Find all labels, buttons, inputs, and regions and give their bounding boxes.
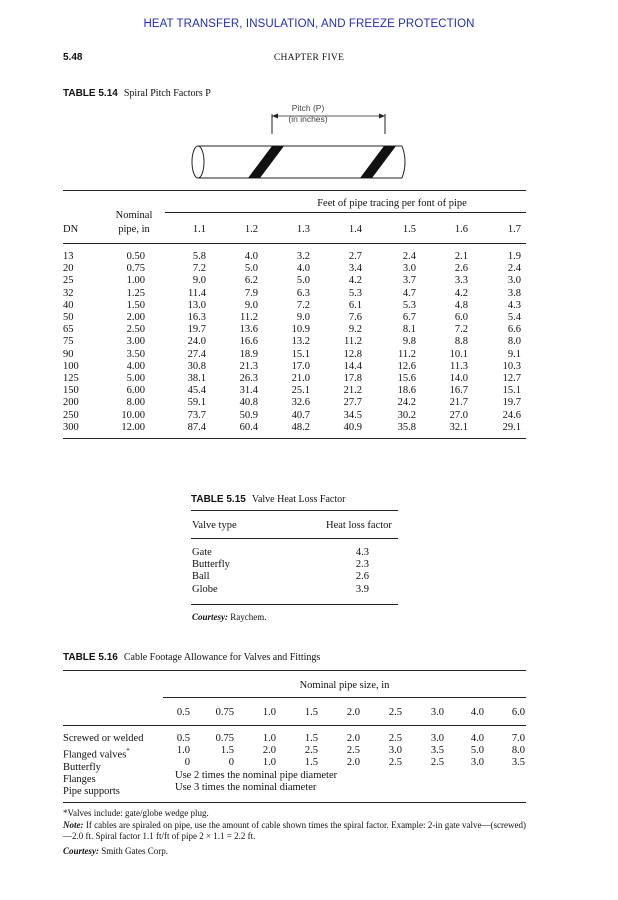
- table-cell: 1.9: [507, 251, 521, 262]
- table-cell: 5.3: [402, 299, 416, 311]
- table-cell: 3.0: [507, 275, 521, 287]
- col-nominal-line2: pipe, in: [118, 224, 150, 235]
- allowance-cell: 0: [184, 757, 190, 769]
- table-cell: 29.1: [502, 421, 521, 433]
- factor-header: 1.1: [192, 224, 206, 235]
- table-cell: 1.00: [126, 275, 145, 287]
- table-cell: 4.3: [507, 299, 521, 311]
- table-cell: 3.9: [355, 583, 369, 595]
- running-header: HEAT TRANSFER, INSULATION, AND FREEZE PROTECTION: [143, 18, 475, 30]
- table-cell: 21.2: [343, 385, 362, 397]
- table-cell: 8.00: [126, 397, 145, 409]
- table-cell: 9.0: [244, 299, 258, 311]
- row-label-screwed: Screwed or welded: [63, 733, 144, 744]
- factor-header: 1.4: [348, 224, 362, 235]
- allowance-cell: 0.5: [176, 733, 190, 744]
- table-cell: 59.1: [187, 397, 206, 409]
- factor-column: [166, 251, 206, 434]
- table-cell: 4.2: [348, 275, 362, 287]
- col-heat-loss-factor: Heat loss factor: [326, 520, 392, 531]
- table-cell: 27.0: [449, 409, 468, 421]
- col-pipe: [103, 251, 145, 434]
- allowance-cell: 2.5: [430, 757, 444, 769]
- table-cell: 3.00: [126, 336, 145, 348]
- size-header: 1.5: [304, 707, 318, 718]
- allowance-cell: 2.0: [346, 757, 360, 769]
- table-cell: 50: [63, 312, 74, 324]
- footnote-courtesy: Courtesy: Smith Gates Corp.: [63, 846, 168, 856]
- table-cell: 2.50: [126, 324, 145, 336]
- factor-column: [376, 251, 416, 434]
- table-5-15-courtesy: Courtesy: Raychem.: [192, 612, 267, 622]
- table-cell: 0.50: [126, 251, 145, 262]
- table-cell: Gate: [192, 547, 212, 558]
- table-cell: 2.6: [355, 571, 369, 583]
- table-cell: 7.6: [348, 312, 362, 324]
- table-cell: 11.4: [188, 287, 206, 299]
- table-cell: 32: [63, 287, 74, 299]
- table-cell: 21.0: [291, 373, 310, 385]
- allowance-cell: 5.0: [470, 745, 484, 757]
- table-cell: 5.0: [244, 263, 258, 275]
- col-dn-header: DN: [63, 224, 79, 235]
- table-cell: 3.4: [348, 263, 362, 275]
- table-cell: 3.0: [402, 263, 416, 275]
- table-cell: 4.8: [454, 299, 468, 311]
- size-header: 6.0: [511, 707, 525, 718]
- table-cell: 2.7: [348, 251, 362, 262]
- table-cell: Globe: [192, 583, 218, 595]
- table-cell: 1.25: [126, 287, 145, 299]
- table-cell: 4.2: [454, 287, 468, 299]
- table-cell: 21.3: [239, 360, 258, 372]
- table-cell: 13.6: [239, 324, 258, 336]
- pitch-label: Pitch (P): [291, 103, 325, 113]
- table-cell: 12.7: [502, 373, 521, 385]
- table-5-16-caption: [63, 652, 320, 663]
- table-cell: 30.2: [397, 409, 416, 421]
- table-cell: 6.7: [402, 312, 416, 324]
- table-cell: 17.8: [343, 373, 362, 385]
- table-cell: 8.0: [507, 336, 521, 348]
- table-cell: 5.3: [348, 287, 362, 299]
- col-dn: [63, 251, 87, 434]
- table-cell: 6.00: [126, 385, 145, 397]
- allowance-cell: 3.5: [430, 745, 444, 757]
- table-cell: 9.0: [296, 312, 310, 324]
- factor-header: 1.6: [454, 224, 468, 235]
- table-cell: 32.1: [449, 421, 468, 433]
- table-cell: 50.9: [239, 409, 258, 421]
- table-cell: 11.2: [398, 348, 416, 360]
- allowance-cell: 3.0: [430, 733, 444, 744]
- table-cell: 14.4: [343, 360, 362, 372]
- units-label: (in inches): [288, 114, 328, 124]
- table-cell: 3.3: [454, 275, 468, 287]
- table-cell: 13.2: [291, 336, 310, 348]
- table-cell: 2.4: [402, 251, 416, 262]
- table-cell: 40.8: [239, 397, 258, 409]
- table-cell: 125: [63, 373, 79, 385]
- allowance-cell: 0.75: [215, 733, 234, 744]
- table-cell: 3.8: [507, 287, 521, 299]
- table-title: Valve Heat Loss Factor: [251, 494, 346, 505]
- allowance-cell: 3.5: [511, 757, 525, 769]
- allowance-cell: 2.5: [388, 757, 402, 769]
- table-5-14-caption: [63, 88, 211, 99]
- table-5-15-caption: [191, 494, 345, 505]
- table-cell: 2.00: [126, 312, 145, 324]
- spiral-pipe-diagram: [180, 100, 420, 190]
- table-cell: 35.8: [397, 421, 416, 433]
- table-cell: 10.1: [449, 348, 468, 360]
- table-cell: 10.3: [502, 360, 521, 372]
- table-cell: 27.4: [187, 348, 206, 360]
- table-cell: 12.8: [343, 348, 362, 360]
- factor-header: 1.7: [507, 224, 521, 235]
- row-label-pipe-supports: Pipe supports: [63, 786, 120, 798]
- table-cell: 2.6: [454, 263, 468, 275]
- table-cell: 24.6: [502, 409, 521, 421]
- table-cell: 40.9: [343, 421, 362, 433]
- size-header: 3.0: [430, 707, 444, 718]
- size-header: 1.0: [262, 707, 276, 718]
- table-cell: 13.0: [187, 299, 206, 311]
- table-cell: Ball: [192, 571, 210, 583]
- table-cell: 6.2: [244, 275, 258, 287]
- page-number: 5.48: [63, 52, 83, 63]
- size-header: 0.75: [215, 707, 234, 718]
- table-cell: 6.6: [507, 324, 521, 336]
- table-cell: 9.8: [402, 336, 416, 348]
- table-cell: 4.7: [402, 287, 416, 299]
- chapter-title: CHAPTER FIVE: [273, 53, 345, 63]
- table-label: TABLE 5.14: [63, 88, 118, 99]
- table-cell: 12.6: [397, 360, 416, 372]
- row-label-flanged-valves: Flanged valves*: [63, 747, 130, 761]
- table-cell: 4.0: [296, 263, 310, 275]
- factor-column: [428, 251, 468, 434]
- table-cell: 34.5: [343, 409, 362, 421]
- table-cell: 1.50: [126, 299, 145, 311]
- allowance-cell: 2.5: [388, 733, 402, 744]
- tracer-stripe: [248, 146, 284, 178]
- size-header: 2.5: [388, 707, 402, 718]
- flanges-note: Use 2 times the nominal pipe diameter: [175, 770, 338, 781]
- factor-column: [218, 251, 258, 434]
- table-title: Spiral Pitch Factors P: [123, 88, 211, 99]
- table-cell: 18.9: [239, 348, 258, 360]
- table-cell: 5.8: [192, 251, 206, 262]
- table-cell: 65: [63, 324, 74, 336]
- table-cell: 32.6: [291, 397, 310, 409]
- table-cell: 6.0: [454, 312, 468, 324]
- factor-column: [481, 251, 521, 434]
- allowance-cell: 1.5: [220, 745, 234, 757]
- valve-types: [192, 547, 230, 596]
- table-cell: 0.75: [126, 263, 145, 275]
- table-cell: 87.4: [187, 421, 206, 433]
- table-cell: 13: [63, 251, 74, 262]
- table-cell: 75: [63, 336, 74, 348]
- heat-loss-factors: [353, 547, 369, 596]
- table-cell: 16.6: [239, 336, 258, 348]
- table-cell: 150: [63, 385, 79, 397]
- table-cell: 90: [63, 348, 74, 360]
- table-cell: 15.1: [502, 385, 521, 397]
- allowance-cell: 2.0: [346, 733, 360, 744]
- table-cell: 10.9: [291, 324, 310, 336]
- table-cell: 11.2: [344, 336, 362, 348]
- allowance-cell: 1.5: [304, 733, 318, 744]
- tracing-spanner: Feet of pipe tracing per font of pipe: [317, 198, 467, 209]
- table-cell: 24.0: [187, 336, 206, 348]
- allowance-cell: 1.0: [262, 757, 276, 769]
- table-cell: 15.6: [397, 373, 416, 385]
- table-cell: 19.7: [502, 397, 521, 409]
- factor-header: 1.2: [244, 224, 258, 235]
- table-cell: 11.2: [240, 312, 258, 324]
- table-cell: 4.0: [244, 251, 258, 262]
- table-cell: 8.1: [402, 324, 416, 336]
- table-cell: 10.00: [121, 409, 145, 421]
- pipe-supports-note: Use 3 times the nominal diameter: [175, 782, 317, 793]
- table-cell: 7.2: [296, 299, 310, 311]
- table-cell: 5.4: [507, 312, 521, 324]
- table-cell: 11.3: [450, 360, 468, 372]
- table-cell: 40.7: [291, 409, 310, 421]
- footnote-note: Note: If cables are spiraled on pipe, use the amount of cable shown times the spiral factor. Example: 2-in gate valve—(screwed)—2.0 ft. Spiral factor 1.1 ft/ft of pipe 2 × 1.1 = 2.2 ft.: [63, 820, 527, 841]
- table-cell: 300: [63, 421, 79, 433]
- table-cell: 9.1: [507, 348, 521, 360]
- table-cell: 20: [63, 263, 74, 275]
- table-cell: 31.4: [239, 385, 258, 397]
- row-labels: [63, 733, 143, 799]
- table-cell: 2.1: [454, 251, 468, 262]
- factor-column: [322, 251, 362, 434]
- table-cell: 48.2: [291, 421, 310, 433]
- allowance-cell: 1.0: [176, 745, 190, 757]
- table-cell: 40: [63, 299, 74, 311]
- table-cell: 25: [63, 275, 74, 287]
- table-title: Cable Footage Allowance for Valves and Fittings: [123, 652, 321, 663]
- table-cell: 6.3: [296, 287, 310, 299]
- col-valve-type: Valve type: [192, 520, 237, 531]
- allowance-cell: 0: [228, 757, 234, 769]
- row-label-butterfly: Butterfly: [63, 761, 101, 773]
- table-cell: 45.4: [187, 385, 206, 397]
- table-cell: 17.0: [291, 360, 310, 372]
- table-cell: 18.6: [397, 385, 416, 397]
- factor-header: 1.3: [296, 224, 310, 235]
- table-cell: 24.2: [397, 397, 416, 409]
- allowance-cell: 1.5: [304, 757, 318, 769]
- table-cell: 21.7: [449, 397, 468, 409]
- table-cell: 5.0: [296, 275, 310, 287]
- table-cell: 16.3: [187, 312, 206, 324]
- table-cell: 100: [63, 360, 79, 372]
- table-label: TABLE 5.16: [63, 652, 118, 663]
- table-cell: 3.7: [402, 275, 416, 287]
- table-label: TABLE 5.15: [191, 494, 246, 505]
- allowance-cell: 7.0: [511, 733, 525, 744]
- table-cell: 4.3: [355, 547, 369, 558]
- allowance-cell: 2.0: [262, 745, 276, 757]
- table-cell: 7.9: [244, 287, 258, 299]
- table-cell: 25.1: [291, 385, 310, 397]
- table-cell: 7.2: [192, 263, 206, 275]
- table-cell: 38.1: [187, 373, 206, 385]
- table-cell: 2.4: [507, 263, 521, 275]
- table-cell: Butterfly: [192, 559, 230, 571]
- table-cell: 200: [63, 397, 79, 409]
- size-header: 2.0: [346, 707, 360, 718]
- table-cell: 14.0: [449, 373, 468, 385]
- factor-header: 1.5: [402, 224, 416, 235]
- size-header: 4.0: [470, 707, 484, 718]
- table-cell: 2.3: [355, 559, 369, 571]
- footnote-valves: *Valves include: gate/globe wedge plug.: [63, 808, 209, 818]
- table-cell: 15.1: [291, 348, 310, 360]
- table-cell: 73.7: [187, 409, 206, 421]
- table-cell: 12.00: [121, 421, 145, 433]
- table-cell: 30.8: [187, 360, 206, 372]
- col-nominal-line1: Nominal: [115, 210, 153, 221]
- row-label-flanges: Flanges: [63, 774, 96, 786]
- table-cell: 9.0: [192, 275, 206, 287]
- table-cell: 5.00: [126, 373, 145, 385]
- table-cell: 8.8: [454, 336, 468, 348]
- table-cell: 4.00: [126, 360, 145, 372]
- allowance-cell: 2.5: [304, 745, 318, 757]
- allowance-cell: 3.0: [470, 757, 484, 769]
- table-cell: 16.7: [449, 385, 468, 397]
- table-cell: 3.50: [126, 348, 145, 360]
- factor-column: [270, 251, 310, 434]
- size-header: 0.5: [176, 707, 190, 718]
- allowance-cell: 3.0: [388, 745, 402, 757]
- table-cell: 9.2: [348, 324, 362, 336]
- allowance-cell: 2.5: [346, 745, 360, 757]
- allowance-cell: 8.0: [511, 745, 525, 757]
- allowance-cell: 4.0: [470, 733, 484, 744]
- table-cell: 60.4: [239, 421, 258, 433]
- table-cell: 7.2: [454, 324, 468, 336]
- pipe-size-spanner: Nominal pipe size, in: [299, 680, 390, 691]
- allowance-cell: 1.0: [262, 733, 276, 744]
- table-cell: 3.2: [296, 251, 310, 262]
- table-cell: 6.1: [348, 299, 362, 311]
- table-cell: 26.3: [239, 373, 258, 385]
- tracer-stripe: [360, 146, 396, 178]
- table-cell: 19.7: [187, 324, 206, 336]
- table-cell: 250: [63, 409, 79, 421]
- table-cell: 27.7: [343, 397, 362, 409]
